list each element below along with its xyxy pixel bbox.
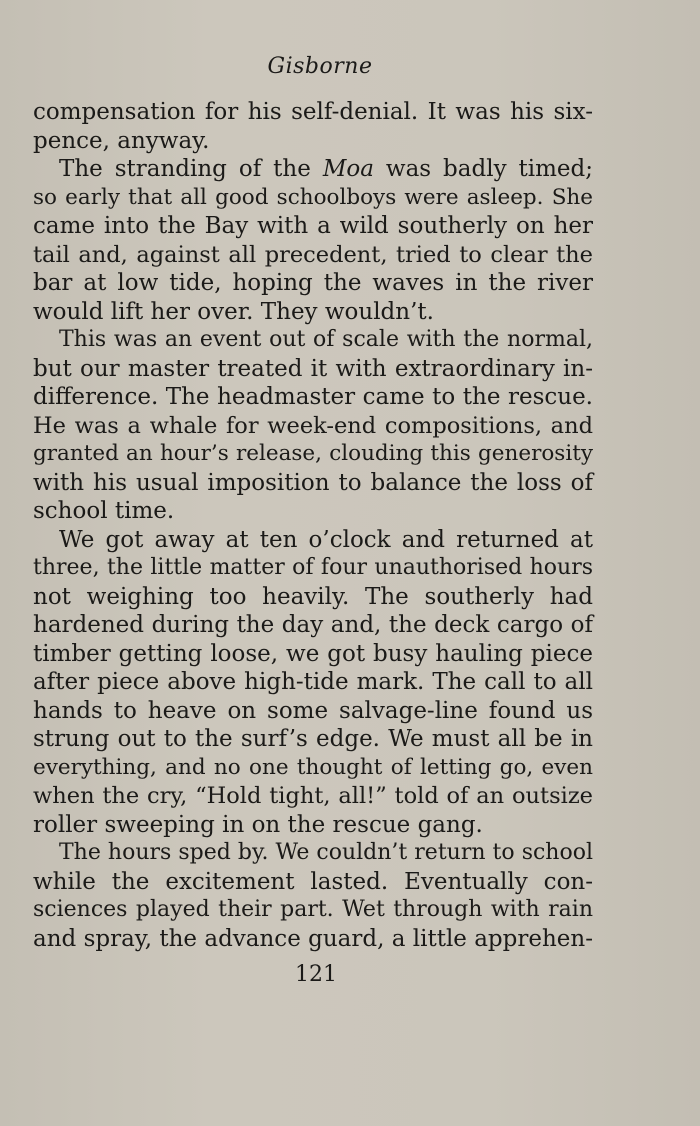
text-line: school time.	[33, 498, 175, 524]
text-line: but our master treated it with extraordinary in-	[33, 355, 593, 382]
ship-name-italic: Moa	[322, 156, 374, 182]
text-line: when the cry, “Hold tight, all!” told of an outsize	[33, 783, 593, 809]
text-line: pence, anyway.	[33, 127, 210, 154]
text-line: so early that all good schoolboys were asleep. She	[33, 184, 593, 210]
text-line: compensation for his self-denial. It was his six-	[33, 99, 593, 125]
text-line: three, the little matter of four unauthorised hours	[33, 555, 593, 580]
text-line: timber getting loose, we got busy hauling piece	[33, 640, 593, 667]
text-line: strung out to the surf’s edge. We must all be in	[33, 726, 593, 752]
running-head: Gisborne	[267, 54, 373, 79]
text-line: hardened during the day and, the deck cargo of	[33, 612, 593, 638]
text-line: bar at low tide, hoping the waves in the river	[33, 270, 593, 296]
text-line: difference. The headmaster came to the rescue.	[33, 384, 593, 410]
text-line: We got away at ten o’clock and returned at	[59, 526, 593, 553]
body-text	[33, 98, 593, 953]
text-line	[33, 155, 593, 184]
text-segment: The stranding of the	[59, 156, 323, 182]
text-line: The hours sped by. We couldn’t return to school	[59, 840, 593, 865]
text-line: came into the Bay with a wild southerly on her	[33, 213, 593, 239]
text-line: would lift her over. They wouldn’t.	[33, 298, 434, 325]
text-line: with his usual imposition to balance the loss of	[33, 469, 593, 496]
text-line: after piece above high-tide mark. The call to all	[33, 669, 593, 695]
text-segment: was badly timed;	[373, 156, 594, 182]
text-line: and spray, the advance guard, a little apprehen-	[33, 925, 593, 952]
page-number: 121	[295, 962, 337, 987]
text-line: He was a whale for week-end compositions, and	[33, 412, 593, 439]
text-line: not weighing too heavily. The southerly had	[33, 583, 593, 610]
text-line: sciences played their part. Wet through with rain	[33, 897, 593, 922]
text-line: granted an hour’s release, clouding this generosity	[33, 441, 593, 466]
text-line: tail and, against all precedent, tried to clear the	[33, 241, 593, 268]
text-line: everything, and no one thought of letting go, even	[33, 754, 593, 780]
text-line: roller sweeping in on the rescue gang.	[33, 811, 483, 838]
text-line: hands to heave on some salvage-line found us	[33, 697, 593, 724]
text-line: This was an event out of scale with the normal,	[59, 327, 593, 352]
text-line: while the excitement lasted. Eventually con-	[33, 868, 593, 895]
